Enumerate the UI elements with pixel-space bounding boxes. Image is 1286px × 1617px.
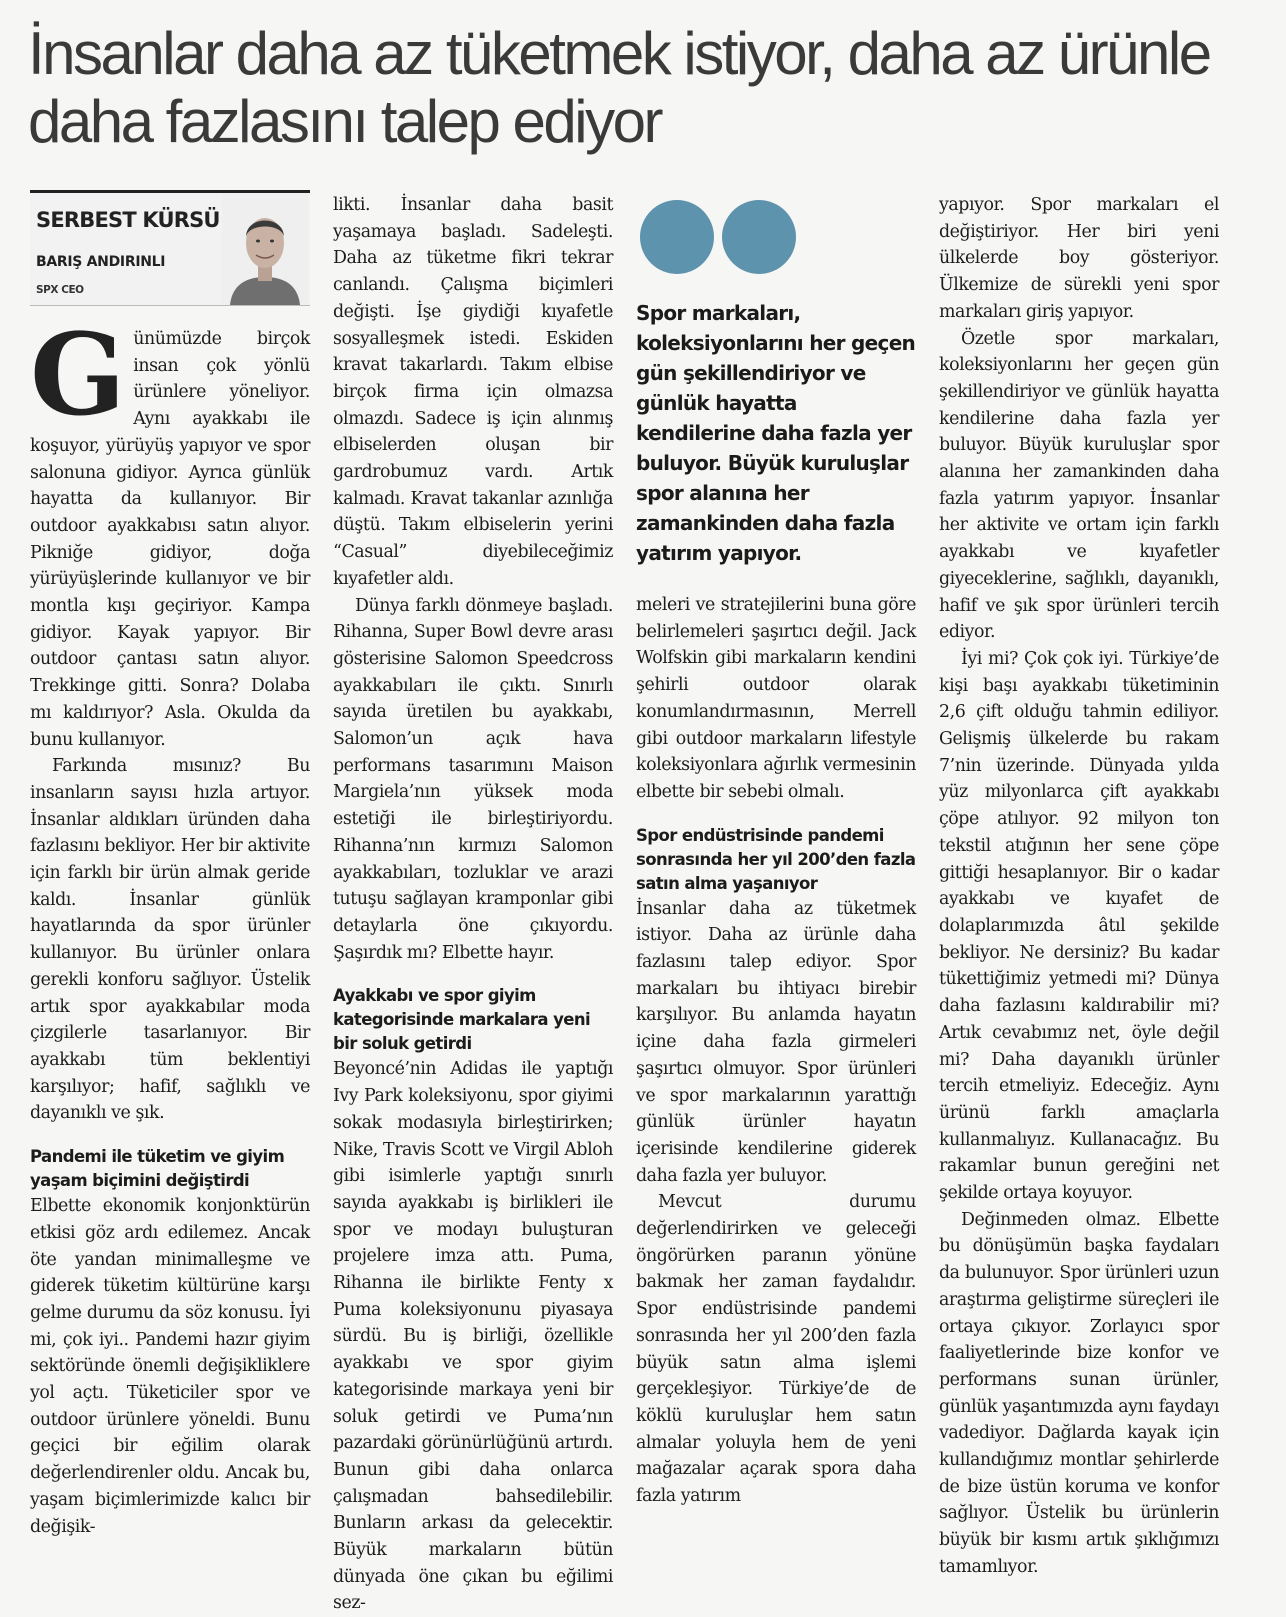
headline: İnsanlar daha az tüketmek istiyor, daha az ürünle daha fazlasını talep ediyor <box>28 20 1210 155</box>
drop-cap: G <box>30 310 126 441</box>
paragraph: yapıyor. Spor markaları el değiştiriyor. Her biri yeni ülkelerde boy gösteriyor. Ülkemize de sürekli yeni spor markaları giriş yapıyor. <box>939 195 1219 322</box>
column-kicker: SERBEST KÜRSÜ <box>36 208 220 232</box>
paragraph-text: ünümüzde birçok insan çok yönlü ürünlere yöneliyor. Aynı ayakkabı ile koşuyor, yürüyüş yapıyor ve spor salonuna gidiyor. Ayrıca günlük hayatta da kullanıyor. Bir outdoor ayakkabısı satın alıyor. Pikniğe gidiyor, doğa yürüyüşlerinde kullanıyor ve bir montla kışı geçiriyor. Kampa gidiyor. Kayak yapıyor. Bir outdoor çantası satın alıyor. Trekkinge gitti. Sonra? Dolaba mı kaldırıyor? Asla. Okulda da bunu kullanıyor. <box>30 329 310 750</box>
column-1 <box>30 190 310 1537</box>
paragraph: Farkında mısınız? Bu insanların sayısı hızla artıyor. İnsanlar aldıkları üründen daha fazlasını bekliyor. Her bir aktivite için farklı bir ürün almak geride kaldı. İnsanlar günlük hayatlarında da spor ürünler kullanıyor. Bu ürünler onlara gerekli konforu sağlıyor. Üstelik artık spor ayakkabılar moda çizgilerle tasarlanıyor. Bir ayakkabı tüm beklentiyi karşılıyor; hafif, sağlıklı ve dayanıklı ve şık. <box>30 756 310 1124</box>
author-role: SPX CEO <box>36 284 84 296</box>
column-2 <box>333 192 613 1614</box>
author-name: BARIŞ ANDIRINLI <box>36 254 166 270</box>
column-3 <box>636 192 916 1512</box>
quote-decoration <box>636 192 916 292</box>
paragraph: Elbette ekonomik konjonktürün etkisi göz ardı edilemez. Ancak öte yandan minimalleşme ve giderek tüketim kültürüne karşı gelme durumu da söz konusu. İyi mi, çok iyi.. Pandemi hazır giyim sektöründe önemli değişikliklere yol açtı. Tüketiciler spor ve outdoor ürünlere yöneldi. Bunu geçici bir eğilim olarak değerlendirenler oldu. Ancak bu, yaşam biçimlerimizde kalıcı bir değişik- <box>30 1196 310 1537</box>
paragraph: Dünya farklı dönmeye başladı. Rihanna, Super Bowl devre arası gösterisine Salomon Speedcross ayakkabıları ile çıktı. Sınırlı sayıda üretilen bu ayakkabı, Salomon’un açık hava performans tasarımını Maison Margiela’nın yüksek moda estetiği ile birleştiriyordu. Rihanna’nın kırmızı Salomon ayakkabıları, tozluklar ve arazi tutuşu sağlayan kramponlar gibi detaylarla öne çıkıyordu. Şaşırdık mı? Elbette hayır. <box>333 595 613 963</box>
subheading: Ayakkabı ve spor giyim kategorisinde markalara yeni bir soluk getirdi <box>333 986 591 1054</box>
paragraph: Değinmeden olmaz. Elbette bu dönüşümün başka faydaları da bulunuyor. Spor ürünleri uzun araştırma geliştirme süreçleri ile ortaya çıkıyor. Zorlayıcı spor faaliyetlerinde bize konfor ve performans sunan ürünler, günlük yaşantımızda aynı faydayı vadediyor. Dağlarda kayak için kullandığımız montlar şehirlerde de bize üstün koruma ve konfor sağlıyor. Üstelik bu ürünlerin büyük bir kısmı artık şıklığımızı tamamlıyor. <box>939 1209 1219 1577</box>
subheading: Pandemi ile tüketim ve giyim yaşam biçimini değiştirdi <box>30 1147 285 1191</box>
paragraph: meleri ve stratejilerini buna göre belirlemeleri şaşırtıcı değil. Jack Wolfskin gibi markaların kendini şehirli outdoor olarak konumlandırmasının, Merrell gibi outdoor markaların lifestyle koleksiyonlara ağırlık vermesinin elbette bir sebebi olmalı. <box>636 595 916 802</box>
byline-box <box>30 190 310 306</box>
paragraph: İnsanlar daha az tüketmek istiyor. Daha az ürünle daha fazlasını talep ediyor. Spor markaları bu ihtiyacı birebir karşılıyor. Bu anlamda hayatın içine daha fazla girmeleri şaşırtıcı olmuyor. Spor ürünleri ve spor markalarının yarattığı günlük ürünler hayatın içerisinde kendilerine giderek daha fazla yer buluyor. <box>636 898 916 1186</box>
quote-circle-icon <box>722 200 796 274</box>
paragraph: Mevcut durumu değerlendirirken ve geleceği öngörürken paranın yönüne bakmak her zaman faydalıdır. Spor endüstrisinde pandemi sonrasında her yıl 200’den fazla büyük satın alma işlemi gerçekleşiyor. Türkiye’de de köklü kuruluşlar hem satın almalar yoluyla hem de yeni mağazalar açarak spora daha fazla yatırım <box>636 1192 916 1507</box>
paragraph: İyi mi? Çok çok iyi. Türkiye’de kişi başı ayakkabı tüketiminin 2,6 çift olduğu tahmin ediliyor. Gelişmiş ülkelerde bu rakam 7’nin üzerinde. Dünyada yılda yüz milyonlarca çift ayakkabı çöpe atılıyor. 92 milyon ton tekstil atığının her sene çöpe gittiği hesaplanıyor. Bir o kadar ayakkabı ve kıyafet de dolaplarımızda âtıl şekilde bekliyor. Ne dersiniz? Bu kadar tükettiğimiz yetmedi mi? Dünya daha fazlasını kaldırabilir mi? Artık cevabımız net, öyle değil mi? Daha dayanıklı ürünler tercih etmeliyiz. Edeceğiz. Aynı ürünü farklı amaçlarla kullanmalıyız. Kullanacağız. Bu rakamlar bunun gereğini net şekilde ortaya koyuyor. <box>939 648 1219 1204</box>
pull-quote: Spor markaları, koleksiyonlarını her geçen gün şekillendiriyor ve günlük hayatta kendilerine daha fazla yer buluyor. Büyük kuruluşlar spor alanına her zamankinden daha fazla yatırım yapıyor. <box>636 301 916 565</box>
author-photo <box>222 193 308 305</box>
paragraph: Özetle spor markaları, koleksiyonlarını her geçen gün şekillendiriyor ve günlük hayatta kendilerine daha fazla yer buluyor. Büyük kuruluşlar spor alanına her zamankinden daha fazla yatırım yapıyor. İnsanlar her aktivite ve ortam için farklı ayakkabı ve kıyafetler giyeceklerine, sağlıklı, dayanıklı, hafif ve şık spor ürünleri tercih ediyor. <box>939 328 1219 643</box>
paragraph: likti. İnsanlar daha basit yaşamaya başladı. Sadeleşti. Daha az tüketme fikri tekrar canlandı. Çalışma biçimleri değişti. İşe giydiği kıyafetle sosyalleşmek istedi. Eskiden kravat takarlardı. Takım elbise birçok firma için olmazsa olmazdı. Sadece iş için alınmış elbiselerden oluşan bir gardrobumuz vardı. Artık kalmadı. Kravat takanlar azınlığa düştü. Takım elbiselerin yerini “Casual” diyebileceğimiz kıyafetler aldı. <box>333 195 613 589</box>
paragraph: Beyoncé’nin Adidas ile yaptığı Ivy Park koleksiyonu, spor giyimi sokak modasıyla birleştirirken; Nike, Travis Scott ve Virgil Abloh gibi isimlerle yaptığı sınırlı sayıda ayakkabı iş birlikleri ile spor ve modayı buluşturan projelere imza attı. Puma, Rihanna ile birlikte Fenty x Puma koleksiyonunu piyasaya sürdü. Bu iş birliği, özellikle ayakkabı ve spor giyim kategorisinde markaya yeni bir soluk getirdi ve Puma’nın pazardaki görünürlüğünü artırdı. Bunun gibi daha onlarca çalışmadan bahsedilebilir. Bunların arkası da gelecektir. Büyük markaların bütün dünyada öne çıkan bu eğilimi sez- <box>333 1059 613 1614</box>
subheading: Spor endüstrisinde pandemi sonrasında her yıl 200’den fazla satın alma yaşanıyor <box>636 825 916 893</box>
quote-circle-icon <box>640 200 714 274</box>
paragraph <box>30 310 310 753</box>
column-4 <box>939 192 1219 1577</box>
